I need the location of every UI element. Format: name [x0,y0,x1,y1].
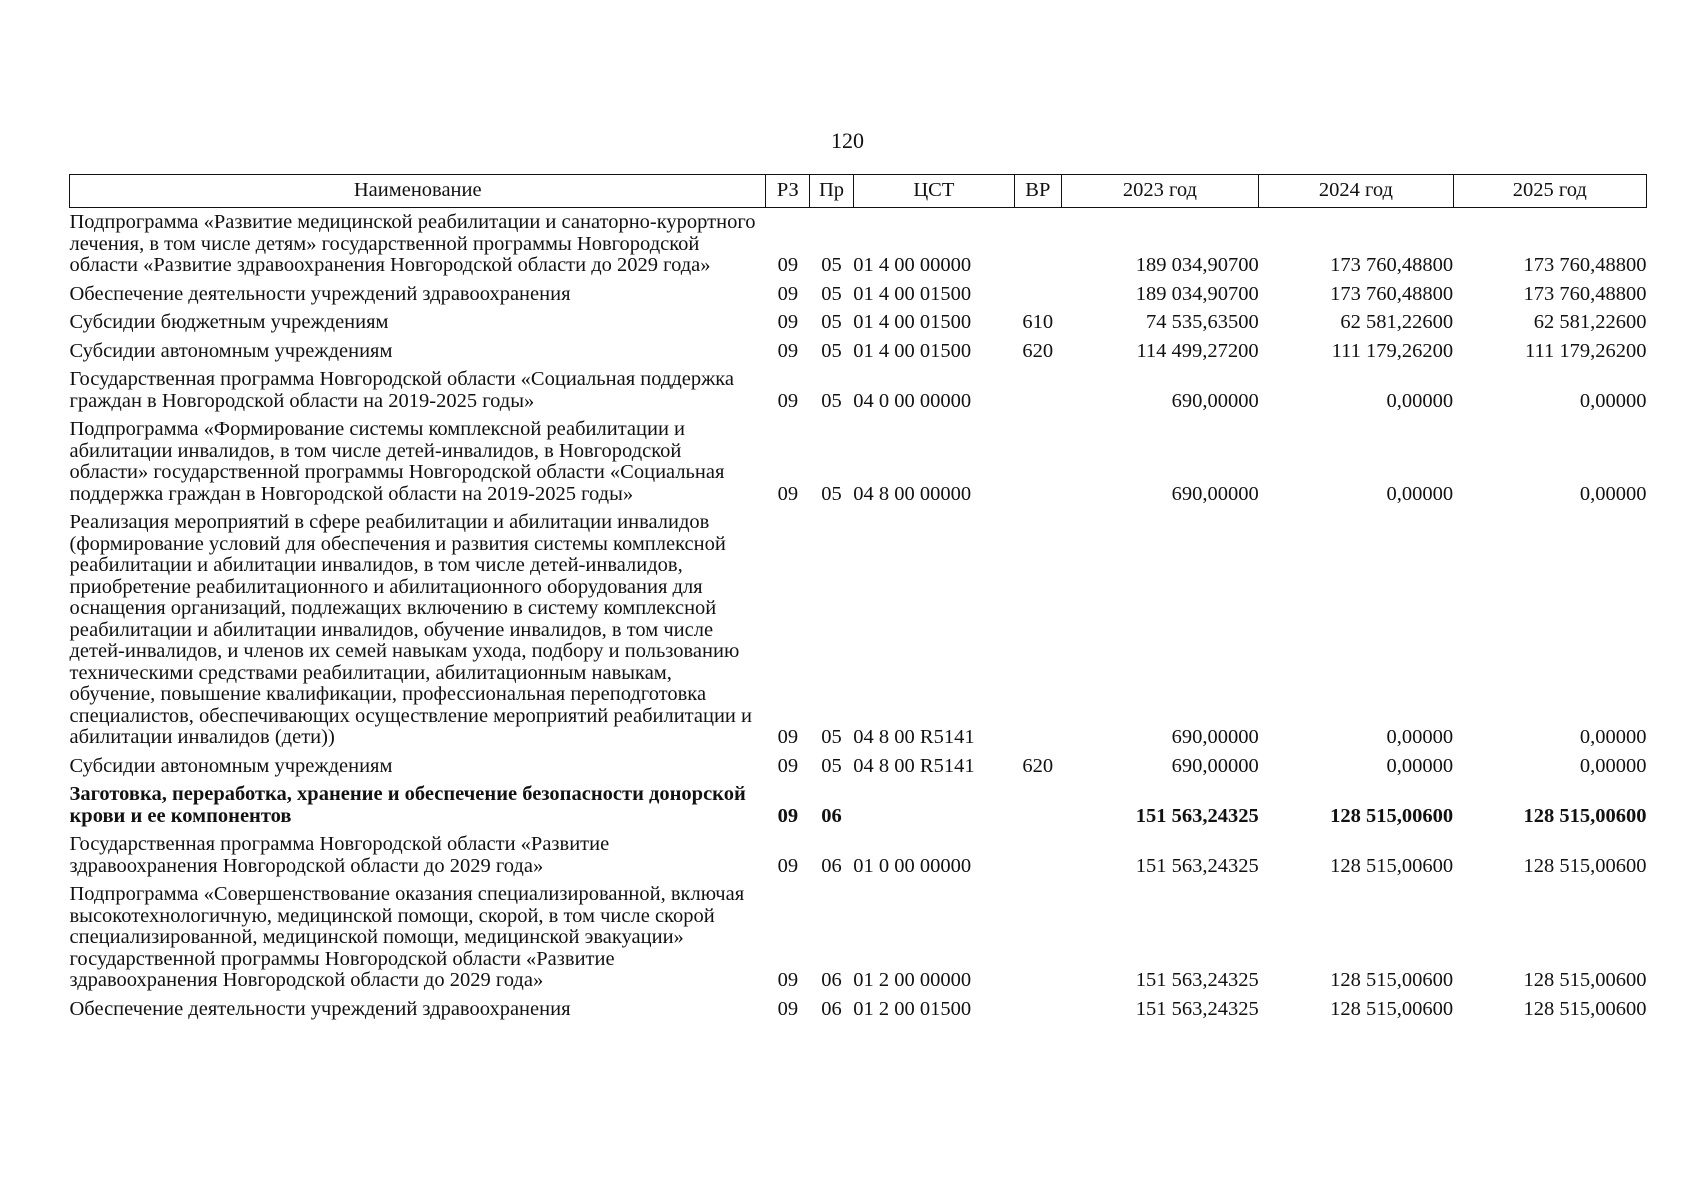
row-rz: 09 [777,969,799,991]
row-vr: 610 [1022,311,1054,333]
row-2023: 151 563,24325 [1135,969,1259,991]
row-rz: 09 [777,339,799,362]
row-2024: 62 581,22600 [1340,311,1454,333]
row-2023: 189 034,90700 [1135,282,1259,305]
row-2025: 0,00000 [1579,482,1647,505]
table-row [70,280,1647,309]
table-row [70,508,1647,752]
row-name: Государственная программа Новгородской области «Развитие здравоохранения Новгородской области до 2029 года» [69,833,610,877]
header-rz: РЗ [766,175,810,208]
row-cst: 01 4 00 00000 [853,254,972,276]
row-cst: 01 4 00 01500 [853,311,972,333]
row-2023: 151 563,24325 [1135,997,1259,1020]
row-name: Государственная программа Новгородской области «Социальная поддержка граждан в Новгородской области на 2019-2025 годы» [69,368,735,412]
row-2024: 0,00000 [1386,482,1454,505]
row-cst: 01 0 00 00000 [853,854,972,877]
row-name: Подпрограмма «Формирование системы комплексной реабилитации и абилитации инвалидов, в том числе детей-инвалидов, в Новгородской области» государственной программы Новгородской области «Социальная поддержка граждан в Новгородской области на 2019-2025 годы» [69,418,725,505]
row-name: Субсидии автономным учреждениям [69,339,393,362]
row-cst: 04 8 00 R5141 [853,754,975,777]
row-2025: 173 760,48800 [1523,282,1647,305]
row-vr: 620 [1022,754,1054,777]
row-vr [1014,280,1061,309]
row-2025: 0,00000 [1579,754,1647,777]
row-pr: 05 [821,389,842,412]
row-rz: 09 [777,726,799,748]
row-2025: 62 581,22600 [1533,311,1647,333]
row-2023: 114 499,27200 [1136,339,1259,362]
row-pr: 05 [821,339,842,362]
header-cst: ЦСТ [853,175,1014,208]
row-2024: 128 515,00600 [1330,854,1454,877]
header-vr: ВР [1014,175,1061,208]
row-cst: 04 8 00 00000 [853,482,972,505]
row-rz: 09 [777,482,799,505]
row-name: Заготовка, переработка, хранение и обеспечение безопасности донорской крови и ее компонентов [69,783,746,827]
row-pr: 06 [821,969,842,991]
row-2023: 151 563,24325 [1135,854,1259,877]
row-cst: 01 2 00 00000 [853,969,972,991]
row-name: Подпрограмма «Развитие медицинской реабилитации и санаторно-курортного лечения, в том числе детям» государственной программы Новгородской области «Развитие здравоохранения Новгородской области до 2029 года» [69,211,756,276]
row-cst: 01 4 00 01500 [853,339,972,362]
row-pr: 06 [821,854,842,877]
row-name: Обеспечение деятельности учреждений здравоохранения [69,997,571,1020]
budget-table [69,174,1647,1023]
row-vr [1014,880,1061,995]
row-2024: 0,00000 [1386,754,1454,777]
table-row [70,995,1647,1024]
row-rz: 09 [777,854,799,877]
row-rz: 09 [777,804,799,827]
row-2025: 0,00000 [1579,726,1647,748]
page-number: 120 [831,128,864,153]
row-2025: 128 515,00600 [1523,969,1647,991]
header-2025: 2025 год [1453,175,1646,208]
row-2023: 690,00000 [1171,726,1259,748]
table-row [70,415,1647,508]
table-row [70,880,1647,995]
row-vr [1014,830,1061,880]
row-rz: 09 [777,997,799,1020]
row-cst: 04 0 00 00000 [853,389,972,412]
row-2023: 690,00000 [1171,482,1259,505]
row-pr: 06 [821,997,842,1020]
header-2023: 2023 год [1061,175,1259,208]
row-2024: 128 515,00600 [1330,804,1454,827]
row-2025: 111 179,26200 [1525,339,1647,362]
row-2024: 0,00000 [1386,389,1454,412]
header-2024: 2024 год [1259,175,1453,208]
row-2025: 128 515,00600 [1523,854,1647,877]
row-pr: 05 [821,254,842,276]
row-cst: 04 8 00 R5141 [853,726,975,748]
row-2025: 173 760,48800 [1523,254,1647,276]
row-2024: 111 179,26200 [1331,339,1454,362]
row-name: Обеспечение деятельности учреждений здравоохранения [69,282,571,305]
row-2023: 74 535,63500 [1145,311,1259,333]
row-2024: 128 515,00600 [1330,969,1454,991]
row-pr: 05 [821,482,842,505]
row-pr: 05 [821,282,842,305]
table-header-row [70,175,1647,208]
table-row [70,337,1647,366]
table-row [70,830,1647,880]
row-2025: 128 515,00600 [1523,804,1647,827]
row-rz: 09 [777,311,799,333]
row-name: Субсидии бюджетным учреждениям [69,311,389,333]
row-vr [1014,365,1061,415]
row-2024: 0,00000 [1386,726,1454,748]
row-pr: 05 [821,726,842,748]
row-cst: 01 2 00 01500 [853,997,972,1020]
row-vr [1014,415,1061,508]
row-2023: 189 034,90700 [1135,254,1259,276]
row-name: Подпрограмма «Совершенствование оказания специализированной, включая высокотехнологичную, медицинской помощи, скорой, в том числе скорой специализированной, медицинской помощи, медицинской эвакуации» государственной программы Новгородской области «Развитие здравоохранения Новгородской области до 2029 года» [69,883,745,991]
row-2024: 173 760,48800 [1330,282,1454,305]
row-2025: 128 515,00600 [1523,997,1647,1020]
row-pr: 06 [821,804,842,827]
row-vr: 620 [1022,339,1054,362]
row-rz: 09 [777,254,799,276]
row-vr [1014,208,1061,280]
row-2023: 151 563,24325 [1135,804,1259,827]
row-vr [1014,780,1061,830]
row-vr [1014,508,1061,752]
row-name: Субсидии автономным учреждениям [69,754,393,777]
table-row [70,208,1647,280]
row-2024: 128 515,00600 [1330,997,1454,1020]
row-rz: 09 [777,389,799,412]
row-vr [1014,995,1061,1024]
row-rz: 09 [777,754,799,777]
table-row [70,308,1647,337]
row-cst [853,780,1014,830]
row-2023: 690,00000 [1171,389,1259,412]
row-pr: 05 [821,311,842,333]
row-name: Реализация мероприятий в сфере реабилитации и абилитации инвалидов (формирование условий для обеспечения и развития системы комплексной реабилитации и абилитации инвалидов, в том числе детей-инвалидов, приобретение реабилитационного и абилитационного оборудования для оснащения организаций, подлежащих включению в систему комплексной реабилитации и абилитации инвалидов, обучение инвалидов, в том числе детей-инвалидов, и членов их семей навыкам ухода, подбору и пользованию техническими средствами реабилитации, абилитационным навыкам, обучение, повышение квалификации, профессиональная переподготовка специалистов, обеспечивающих осуществление мероприятий реабилитации и абилитации инвалидов (дети)) [69,511,752,748]
table-row-section [70,780,1647,830]
table-row [70,752,1647,781]
row-rz: 09 [777,282,799,305]
row-pr: 05 [821,754,842,777]
header-name: Наименование [70,175,766,208]
header-pr: Пр [810,175,854,208]
row-2024: 173 760,48800 [1330,254,1454,276]
row-2023: 690,00000 [1171,754,1259,777]
table-row [70,365,1647,415]
row-cst: 01 4 00 01500 [853,282,972,305]
row-2025: 0,00000 [1579,389,1647,412]
